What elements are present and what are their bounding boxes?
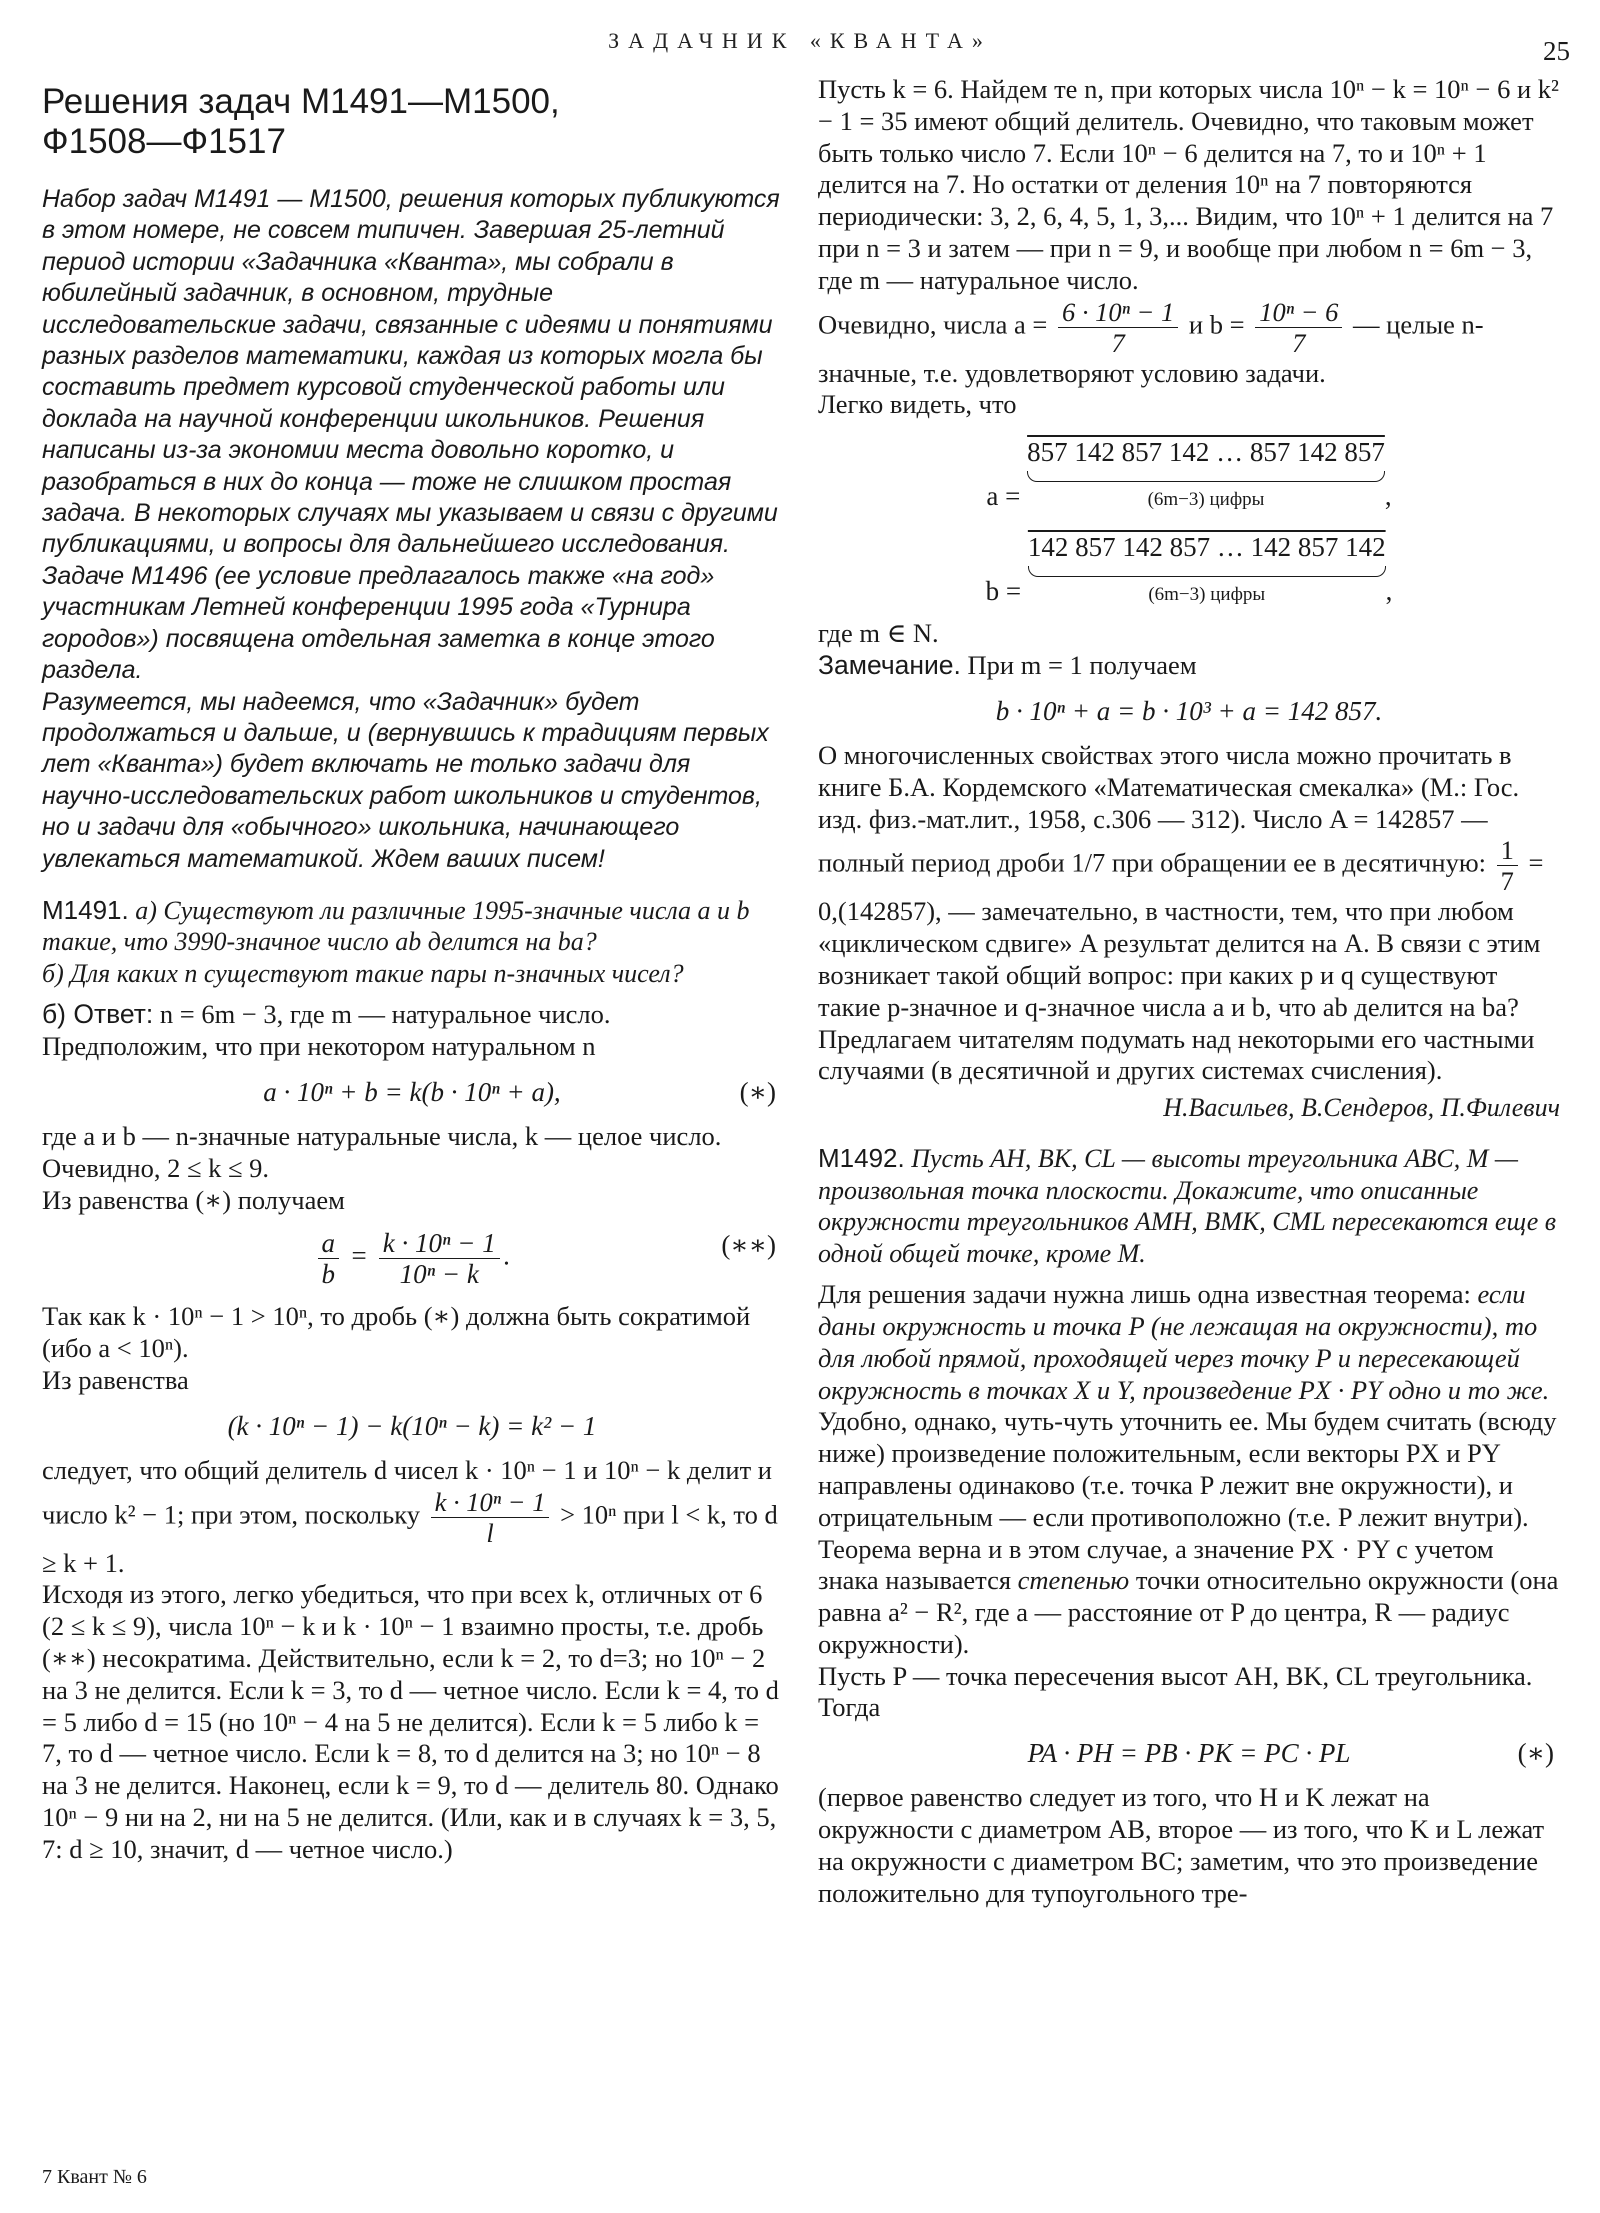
solution-m1491-right [818,74,1560,1087]
problem-m1491-part-a: а) Существуют ли различные 1995-значные числа a и b такие, что 3990-значное число ab делится на ba? [42,895,750,957]
solution-right-2 [818,297,1560,390]
number-a-digits: 857 142 857 142 … 857 142 857 [1027,437,1385,468]
solution-m1492-1b: Удобно, однако, чуть-чуть уточнить ее. Мы будем считать (всюду ниже) произведение положительным, если векторы PX и PY направлены одинаково (т.е. точка P лежит вне окружности), и отрицательным — если противоположно (т.е. P лежит внутри). Теорема верна и в этом случае, а значение PX · PY с учетом знака называется [818,1406,1557,1596]
solution-m1492-2: Пусть P — точка пересечения высот AH, BK, CL треугольника. Тогда [818,1660,1533,1723]
answer-label: б) Ответ: [42,999,154,1030]
formula-double-star: $\frac{a}{b}$ = $\frac{\text{k · 10ⁿ − 1}}{\text{10ⁿ − k}}$ . (∗∗) [42,1228,782,1289]
solution-text-3: Из равенства (∗) получаем [42,1184,345,1215]
article-title [42,82,782,162]
fraction-denominator: 7 [1292,327,1306,358]
title-line-2: Ф1508—Ф1517 [42,122,286,161]
fraction-numerator: k · 10ⁿ − 1 [379,1228,500,1259]
number-a-suffix: , [1384,480,1392,511]
theorem-statement: если даны окружность и точка P (не лежащая на окружности), то для любой прямой, проходящей через точку P и пересекающей окружность в точках X и Y, произведение PX · PY одно и то же. [818,1279,1550,1405]
solution-m1491-left [42,999,782,1865]
authors-signature: Н.Васильев, В.Сендеров, П.Филевич [1163,1093,1560,1123]
solution-right-5a: О многочисленных свойствах этого числа можно прочитать в книге Б.А. Кордемского «Математическая смекалка» (М.: Гос. изд. физ.-мат.лит., 1958, с.306 — 312). Число A = 142857 — полный период дроби 1/7 при обращении ее в десятичную: [818,739,1520,878]
right-column [818,74,1560,1909]
answer-text: n = 6m − 3, где m — натуральное число. [159,999,611,1030]
formula-star-tag: (∗) [739,1077,776,1108]
fraction-numerator: a [318,1228,340,1259]
solution-text-2: где a и b — n-значные натуральные числа, k — целое число. Очевидно, 2 ≤ k ≤ 9. [42,1121,722,1183]
fraction-numerator: 6 · 10ⁿ − 1 [1058,297,1178,328]
problem-m1492-label: М1492. [818,1143,905,1174]
formula-products-tag: (∗) [1517,1738,1554,1769]
solution-text-1: Предположим, что при некотором натуральном n [42,1031,596,1062]
number-a-value [1027,437,1385,516]
intro-paragraph-2: Разумеется, мы надеемся, что «Задачник» будет продолжаться и дальше, и (вернувшись к традициям первых лет «Кванта») будет включать не только задачи для научно-исследовательских работ школьников и студентов, но и задачи для «обычного» школьника, начинающего увлекаться математикой. Ждем ваших писем! [42,687,769,873]
fraction-k-over-l [431,1487,550,1548]
number-a-prefix: a = [986,480,1021,511]
solution-right-2a: Очевидно, числа a = [818,309,1048,340]
page-footer: 7 Квант № 6 [42,2166,147,2188]
formula-products [818,1736,1560,1770]
number-b-display [818,532,1560,611]
formula-difference-body: (k · 10ⁿ − 1) − k(10ⁿ − k) = k² − 1 [227,1410,597,1441]
intro-paragraph-1: Набор задач М1491 — М1500, решения которых публикуются в этом номере, не совсем типичен. Завершая 25-летний период истории «Задачника «Кванта», мы собрали в юбилейный задачник, в основном, трудные исследовательские задачи, связанные с идеями и понятиями разных разделов математики, каждая из которых могла бы составить предмет курсовой студенческой работы или доклада на научной конференции школьников. Решения написаны из-за экономии места довольно коротко, и разобраться в них до конца — тоже не слишком простая задача. В некоторых случаях мы указываем и связи с другими публикациями, и вопросы для дальнейшего исследования. Задаче М1496 (ее условие предлагалось также «на год» участникам Летней конференции 1995 года «Турнира городов») посвящена отдельная заметка в конце этого раздела. [42,185,780,685]
term-power: степенью [1017,1565,1130,1596]
formula-142857-body: b · 10ⁿ + a = b · 10³ + a = 142 857. [995,695,1383,726]
underbrace-label: (6m−3) цифры [1147,488,1265,510]
formula-products-body: PA · PH = PB · PK = PC · PL [1027,1738,1351,1769]
fraction-numerator: k · 10ⁿ − 1 [431,1487,550,1518]
solution-m1492 [818,1279,1560,1909]
running-head: ЗАДАЧНИК «КВАНТА» [608,28,992,53]
number-b-suffix: , [1385,575,1393,606]
formula-double-star-tag: (∗∗) [721,1230,776,1261]
note-line [818,650,1560,682]
page-number: 25 [1543,36,1570,66]
number-b-prefix: b = [985,575,1022,606]
solution-m1492-1 [818,1279,1560,1661]
solution-text-6 [42,1455,782,1580]
formula-142857 [818,694,1560,728]
note-text: При m = 1 получаем [967,650,1197,681]
problem-m1491-label: М1491. [42,894,129,925]
number-b-digits: 142 857 142 857 … 142 857 142 [1027,531,1386,562]
solution-text-5: Из равенства [42,1365,189,1396]
solution-right-3: Легко видеть, что [818,389,1017,420]
underbrace-label: (6m−3) цифры [1148,583,1266,605]
problem-m1491-part-b: б) Для каких n существуют такие пары n-значных чисел? [42,958,684,988]
fraction-a-value [1058,297,1178,358]
solution-m1492-1a: Для решения задачи нужна лишь одна известная теорема: [818,1279,1471,1310]
solution-right-1: Пусть k = 6. Найдем те n, при которых числа 10ⁿ − k = 10ⁿ − 6 и k² − 1 = 35 имеют общий делитель. Очевидно, что таковым может быть только число 7. Если 10ⁿ − 6 делится на 7, то и 10ⁿ + 1 делится на 7. Но остатки от деления 10ⁿ на 7 повторяются периодически: 3, 2, 6, 4, 5, 1, 3,... Видим, что 10ⁿ + 1 делится на 7 при n = 3 и затем — при n = 9, и вообще при любом n = 6m − 3, где m — натуральное число. [818,74,1559,295]
number-b-value [1028,532,1386,611]
fraction-denominator: b [321,1259,336,1290]
number-a-display [818,437,1560,516]
solution-text-7: Исходя из этого, легко убедиться, что при всех k, отличных от 6 (2 ≤ k ≤ 9), числа 10ⁿ − k и k · 10ⁿ − 1 взаимно просты, т.е. дробь (∗∗) несократима. Действительно, если k = 2, то d=3; но 10ⁿ − 2 на 3 не делится. Если k = 3, то d — четное число. Если k = 4, то d = 5 либо d = 15 (но 10ⁿ − 4 на 5 не делится). Если k = 5 либо k = 7, то d — четное число. Если k = 8, то d делится на 3; но 10ⁿ − 8 на 3 не делится. Наконец, если k = 9, то d — делитель 80. Однако 10ⁿ − 9 ни на 2, ни на 5 не делится. (Или, как и в случаях k = 3, 5, 7: d ≥ 10, значит, d — четное число.) [42,1579,779,1864]
fraction-denominator: 7 [1111,327,1125,358]
underbrace [1028,566,1386,577]
fraction-denominator: 7 [1500,866,1514,897]
solution-right-4: где m ∈ N. [818,618,939,649]
left-column [42,74,782,1866]
answer-line [42,999,782,1031]
solution-right-5 [818,740,1560,1087]
fraction-b-value [1255,297,1342,358]
note-label: Замечание. [818,650,961,681]
fraction-one-seventh [1497,835,1518,896]
solution-right-5b: = 0,(142857), — замечательно, в частности, тем, что при любом «циклическом сдвиге» A результат делится на A. В связи с этим возникает такой общий вопрос: при каких p и q существуют такие p-значное и q-значное числа a и b, что ab делится на ba? Предлагаем читателям подумать над некоторыми его частными случаями (в десятичной и других системах счисления). [818,847,1544,1086]
solution-right-2-mid: и b = [1188,309,1245,340]
fraction-numerator: 10ⁿ − 6 [1255,297,1342,328]
fraction-rhs [379,1228,500,1289]
solution-m1492-1c: точки относительно окружности (она равна a² − R², где a — расстояние от P до центра, R — радиус окружности). [818,1565,1559,1659]
solution-text-4: Так как k · 10ⁿ − 1 > 10ⁿ, то дробь (∗) должна быть сократимой (ибо a < 10ⁿ). [42,1301,751,1364]
fraction-a-over-b [318,1228,340,1289]
problem-m1492-statement [818,1143,1560,1269]
solution-text-6b: > 10ⁿ при l < k, то d ≥ k + 1. [42,1499,778,1578]
solution-right-2b: — целые n-значные, т.е. удовлетворяют условию задачи. [818,309,1484,388]
fraction-numerator: 1 [1497,835,1518,866]
underbrace [1027,471,1385,482]
title-line-1: Решения задач М1491—М1500, [42,82,560,121]
solution-m1492-3: (первое равенство следует из того, что H и K лежат на окружности с диаметром AB, второе — из того, что K и L лежат на окружности с диаметром BC; заметим, что это произведение положительно для тупоугольного тре- [818,1782,1545,1908]
fraction-denominator: l [486,1517,494,1548]
formula-star [42,1075,782,1109]
problem-m1492-text: Пусть AH, BK, CL — высоты треугольника ABC, M — произвольная точка плоскости. Докажите, что описанные окружности треугольников AMH, BMK, CML пересекаются еще в одной общей точке, кроме M. [818,1144,1557,1268]
formula-difference [42,1409,782,1443]
solution-text-6a: следует, что общий делитель d чисел k · 10ⁿ − 1 и 10ⁿ − k делит и число k² − 1; при этом, поскольку [42,1454,772,1530]
formula-star-body: a · 10ⁿ + b = k(b · 10ⁿ + a), [263,1077,561,1108]
problem-m1491-statement [42,895,782,990]
fraction-denominator: 10ⁿ − k [399,1259,479,1290]
